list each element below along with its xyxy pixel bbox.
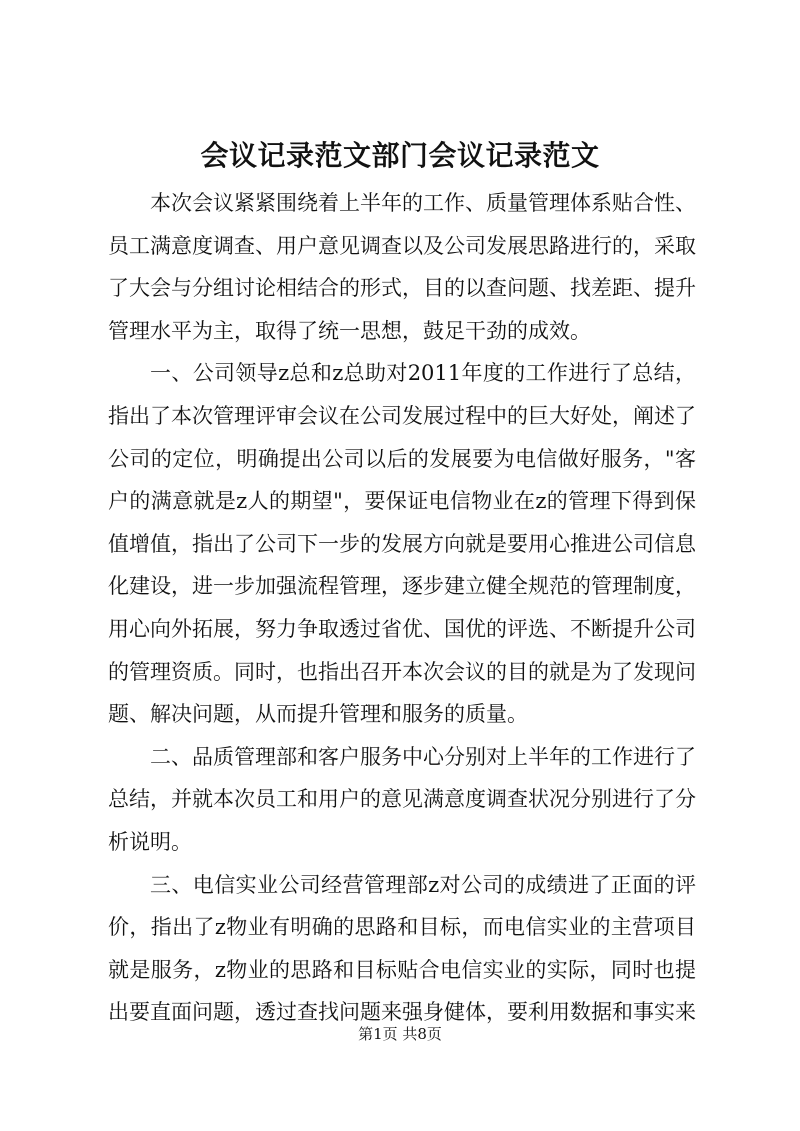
document-body (108, 182, 696, 1034)
paragraph-intro: 本次会议紧紧围绕着上半年的工作、质量管理体系贴合性、员工满意度调查、用户意见调查以及公司发展思路进行的，采取了大会与分组讨论相结合的形式，目的以查问题、找差距、提升管理水平为主，取得了统一思想，鼓足干劲的成效。 (108, 191, 696, 343)
paragraph-section-one: 一、公司领导z总和z总助对2011年度的工作进行了总结，指出了本次管理评审会议在公司发展过程中的巨大好处，阐述了公司的定位，明确提出公司以后的发展要为电信做好服务，"客户的满意就是z人的期望"，要保证电信物业在z的管理下得到保值增值，指出了公司下一步的发展方向就是要用心推进公司信息化建设，进一步加强流程管理，逐步建立健全规范的管理制度，用心向外拓展，努力争取透过省优、国优的评选、不断提升公司的管理资质。同时，也指出召开本次会议的目的就是为了发现问题、解决问题，从而提升管理和服务的质量。 (108, 361, 696, 727)
page-indicator: 第1页 共8页 (358, 1025, 442, 1043)
paragraph-section-two: 二、品质管理部和客户服务中心分别对上半年的工作进行了总结，并就本次员工和用户的意见满意度调查状况分别进行了分析说明。 (108, 744, 696, 854)
document-title: 会议记录范文部门会议记录范文 (200, 139, 600, 172)
paragraph-section-three: 三、电信实业公司经营管理部z对公司的成绩进了正面的评价，指出了z物业有明确的思路和目标，而电信实业的主营项目就是服务，z物业的思路和目标贴合电信实业的实际，同时也提出要直面问题，透过查找问题来强身健体，要利用数据和事实来 (108, 872, 696, 1025)
